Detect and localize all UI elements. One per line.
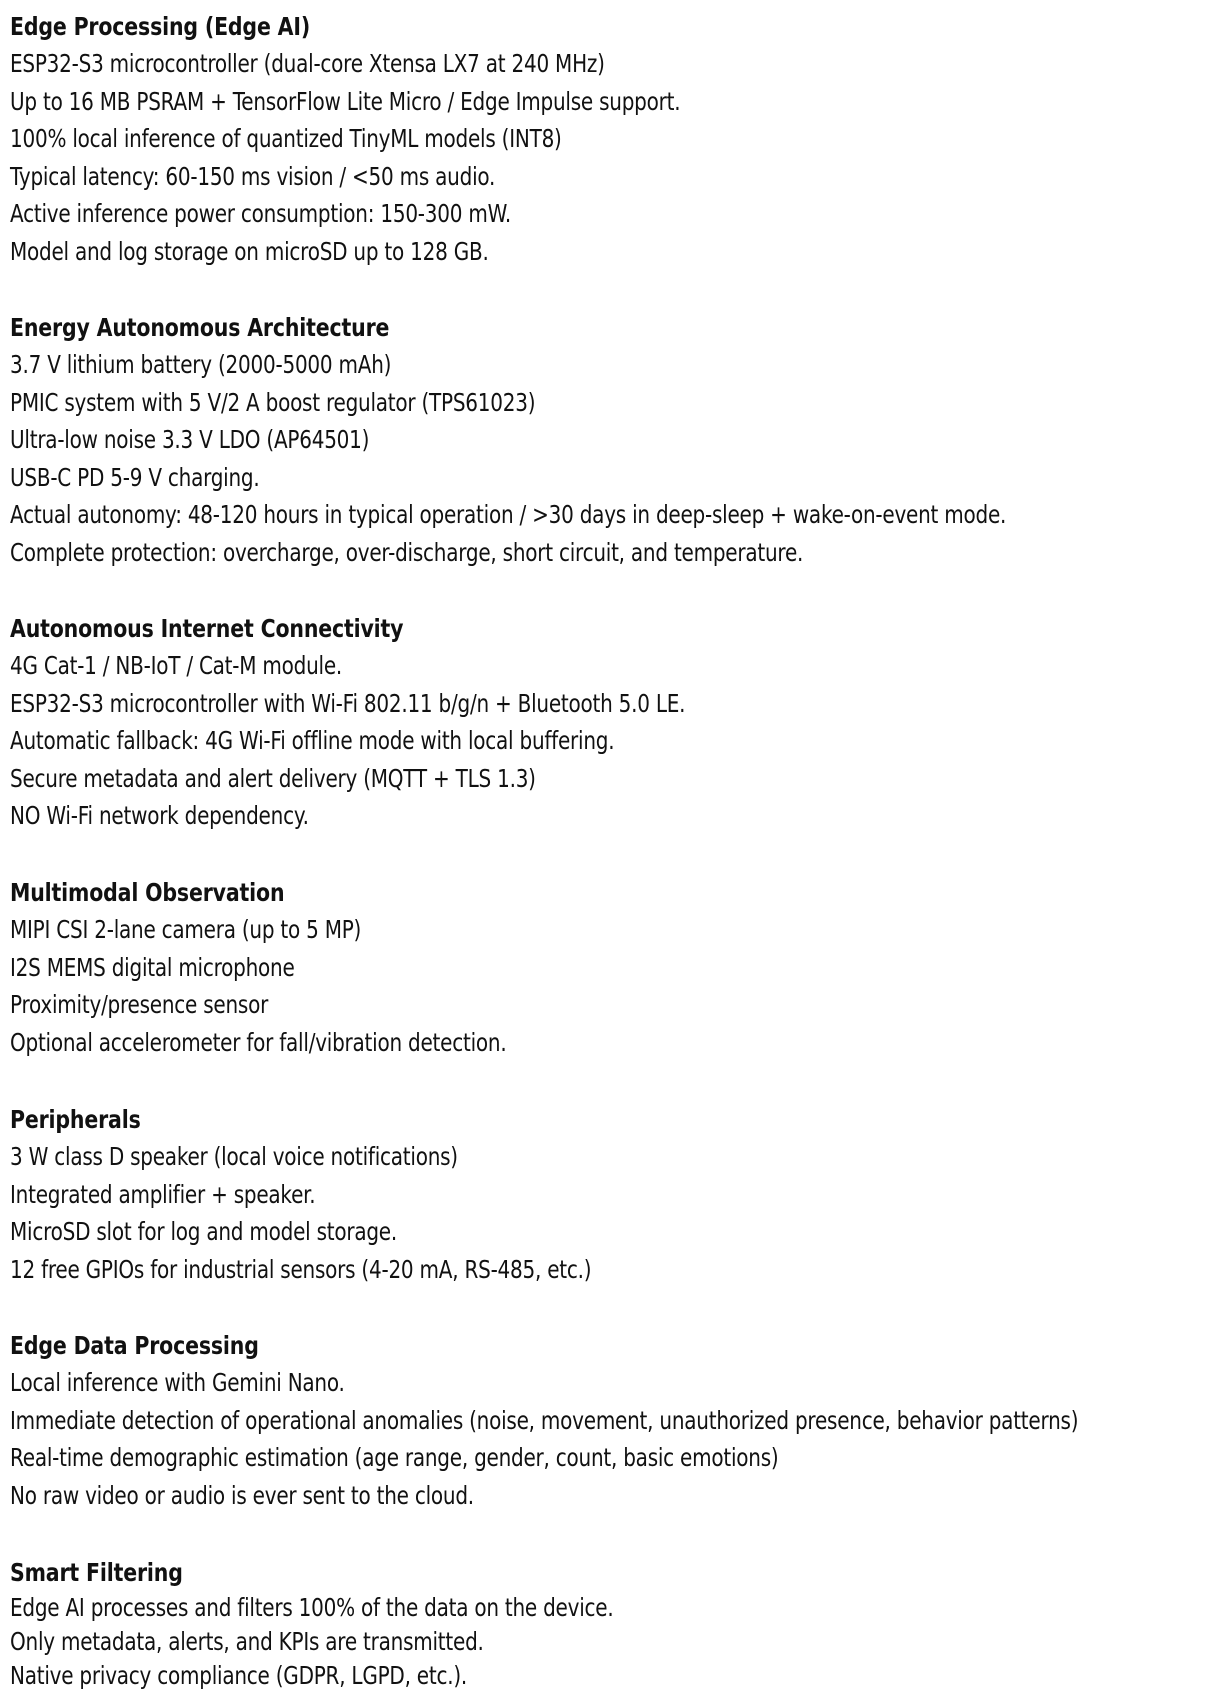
spec-line: Typical latency: 60-150 ms vision / <50 ms audio. <box>10 161 496 191</box>
spec-line: 3 W class D speaker (local voice notifications) <box>10 1142 458 1171</box>
spec-line: Active inference power consumption: 150-300 mW. <box>10 199 511 229</box>
section-title: Peripherals <box>10 1105 141 1134</box>
spec-line: ESP32-S3 microcontroller (dual-core Xtensa LX7 at 240 MHz) <box>10 49 605 78</box>
spec-line: Ultra-low noise 3.3 V LDO (AP64501) <box>10 425 370 455</box>
spec-line: No raw video or audio is ever sent to the cloud. <box>10 1480 474 1510</box>
section-title: Autonomous Internet Connectivity <box>10 614 404 643</box>
section-title: Edge Processing (Edge AI) <box>10 12 311 41</box>
spec-line: USB-C PD 5-9 V charging. <box>10 462 260 492</box>
section-title: Energy Autonomous Architecture <box>10 313 390 342</box>
spec-line: Complete protection: overcharge, over-discharge, short circuit, and temperature. <box>10 537 804 567</box>
spec-line: 100% local inference of quantized TinyML models (INT8) <box>10 124 562 154</box>
spec-line: Native privacy compliance (GDPR, LGPD, etc.). <box>10 1661 468 1690</box>
section-title: Edge Data Processing <box>10 1331 259 1360</box>
spec-line: 12 free GPIOs for industrial sensors (4-20 mA, RS-485, etc.) <box>10 1254 592 1284</box>
section-peripherals <box>10 1102 1200 1288</box>
section-internet-connectivity <box>10 611 1200 835</box>
spec-line: Automatic fallback: 4G Wi-Fi offline mode with local buffering. <box>10 726 615 756</box>
spec-line: Immediate detection of operational anomalies (noise, movement, unauthorized presence, behavior patterns) <box>10 1405 1079 1435</box>
section-edge-data-processing <box>10 1328 1200 1514</box>
spec-line: Model and log storage on microSD up to 128 GB. <box>10 236 489 266</box>
section-multimodal-observation <box>10 875 1200 1061</box>
spec-line: Actual autonomy: 48-120 hours in typical operation / >30 days in deep-sleep + wake-on-event mode. <box>10 500 1007 530</box>
spec-line: MIPI CSI 2-lane camera (up to 5 MP) <box>10 915 362 944</box>
spec-line: ESP32-S3 microcontroller with Wi-Fi 802.11 b/g/n + Bluetooth 5.0 LE. <box>10 688 686 718</box>
spec-line: Local inference with Gemini Nano. <box>10 1368 345 1397</box>
spec-line: Real-time demographic estimation (age range, gender, count, basic emotions) <box>10 1443 779 1473</box>
section-title: Smart Filtering <box>10 1558 183 1587</box>
section-title: Multimodal Observation <box>10 878 285 907</box>
spec-line: I2S MEMS digital microphone <box>10 952 295 982</box>
spec-line: 4G Cat-1 / NB-IoT / Cat-M module. <box>10 651 343 680</box>
spec-line: Integrated amplifier + speaker. <box>10 1179 316 1209</box>
spec-line: Optional accelerometer for fall/vibration detection. <box>10 1027 507 1057</box>
section-energy-architecture <box>10 310 1200 572</box>
spec-line: Up to 16 MB PSRAM + TensorFlow Lite Micro / Edge Impulse support. <box>10 86 681 116</box>
spec-line: Proximity/presence sensor <box>10 990 269 1020</box>
spec-line: Secure metadata and alert delivery (MQTT + TLS 1.3) <box>10 763 536 793</box>
section-edge-processing <box>10 9 1200 271</box>
spec-line: Only metadata, alerts, and KPIs are transmitted. <box>10 1627 484 1656</box>
spec-line: MicroSD slot for log and model storage. <box>10 1217 397 1247</box>
spec-line: Edge AI processes and filters 100% of the data on the device. <box>10 1593 614 1622</box>
section-smart-filtering <box>10 1555 1200 1693</box>
spec-line: PMIC system with 5 V/2 A boost regulator (TPS61023) <box>10 387 536 417</box>
spec-line: 3.7 V lithium battery (2000-5000 mAh) <box>10 350 392 379</box>
spec-line: NO Wi-Fi network dependency. <box>10 801 309 831</box>
